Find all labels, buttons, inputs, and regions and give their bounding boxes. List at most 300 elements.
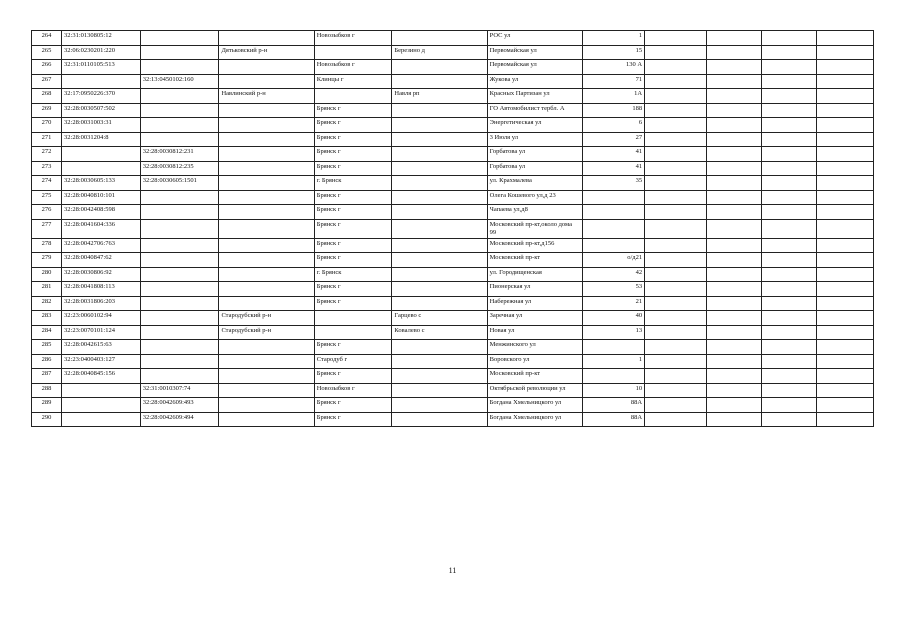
city-cell: Брянск г [314, 398, 392, 413]
district-cell [219, 398, 314, 413]
house-cell [582, 238, 644, 253]
street-cell: Менжинского ул [487, 340, 582, 355]
empty-cell [762, 383, 817, 398]
table-row [32, 161, 874, 176]
village-cell: Гарцево с [392, 311, 487, 326]
cadastral-number-1 [62, 161, 141, 176]
empty-cell [816, 340, 873, 355]
house-cell: 53 [582, 282, 644, 297]
district-cell [219, 282, 314, 297]
table-row [32, 369, 874, 384]
row-number: 290 [32, 412, 62, 427]
empty-cell [816, 74, 873, 89]
empty-cell [816, 147, 873, 162]
house-cell: 41 [582, 147, 644, 162]
district-cell [219, 31, 314, 46]
page-number: 11 [448, 566, 457, 575]
empty-cell [816, 267, 873, 282]
village-cell [392, 412, 487, 427]
street-cell: Красных Партизан ул [487, 89, 582, 104]
empty-cell [816, 219, 873, 238]
table-row [32, 219, 874, 238]
cadastral-number-1: 32:28:0030507:502 [62, 103, 141, 118]
cadastral-number-2 [140, 253, 219, 268]
street-cell: ул. Крахмалева [487, 176, 582, 191]
row-number: 280 [32, 267, 62, 282]
street-cell: Первомайская ул [487, 45, 582, 60]
empty-cell [707, 147, 762, 162]
empty-cell [762, 31, 817, 46]
empty-cell [707, 412, 762, 427]
district-cell [219, 147, 314, 162]
city-cell: Брянск г [314, 369, 392, 384]
cadastral-number-1: 32:31:0130805:12 [62, 31, 141, 46]
table-row [32, 412, 874, 427]
district-cell [219, 369, 314, 384]
district-cell [219, 253, 314, 268]
empty-cell [707, 161, 762, 176]
cadastral-number-2 [140, 31, 219, 46]
empty-cell [645, 190, 707, 205]
cadastral-number-1 [62, 383, 141, 398]
empty-cell [707, 118, 762, 133]
city-cell: Брянск г [314, 118, 392, 133]
empty-cell [645, 369, 707, 384]
village-cell [392, 282, 487, 297]
street-cell: ул. Городищенская [487, 267, 582, 282]
city-cell: Клинцы г [314, 74, 392, 89]
empty-cell [816, 60, 873, 75]
house-cell: 1А [582, 89, 644, 104]
row-number: 286 [32, 354, 62, 369]
cadastral-number-2 [140, 190, 219, 205]
row-number: 285 [32, 340, 62, 355]
house-cell: 88А [582, 398, 644, 413]
cadastral-number-2 [140, 219, 219, 238]
cadastral-number-1: 32:31:0110105:513 [62, 60, 141, 75]
table-row [32, 311, 874, 326]
city-cell: Брянск г [314, 219, 392, 238]
empty-cell [645, 132, 707, 147]
village-cell [392, 238, 487, 253]
city-cell: г. Брянск [314, 176, 392, 191]
empty-cell [762, 118, 817, 133]
empty-cell [816, 161, 873, 176]
cadastral-number-2: 32:13:0450102:160 [140, 74, 219, 89]
empty-cell [762, 147, 817, 162]
empty-cell [645, 60, 707, 75]
city-cell: Брянск г [314, 340, 392, 355]
empty-cell [707, 132, 762, 147]
empty-cell [645, 296, 707, 311]
cadastral-number-1: 32:28:0042706:763 [62, 238, 141, 253]
village-cell [392, 219, 487, 238]
empty-cell [707, 176, 762, 191]
district-cell [219, 238, 314, 253]
street-cell: Чапаева ул,д8 [487, 205, 582, 220]
empty-cell [707, 31, 762, 46]
empty-cell [762, 89, 817, 104]
district-cell [219, 74, 314, 89]
empty-cell [762, 398, 817, 413]
table-row [32, 74, 874, 89]
empty-cell [762, 369, 817, 384]
city-cell: Брянск г [314, 205, 392, 220]
street-cell: Богдана Хмельницкого ул [487, 412, 582, 427]
cadastral-number-1: 32:28:0040810:101 [62, 190, 141, 205]
district-cell [219, 132, 314, 147]
empty-cell [762, 190, 817, 205]
house-cell: 27 [582, 132, 644, 147]
table-row [32, 282, 874, 297]
street-cell: 3 Июля ул [487, 132, 582, 147]
cadastral-number-1 [62, 147, 141, 162]
house-cell: 71 [582, 74, 644, 89]
city-cell: Стародуб г [314, 354, 392, 369]
city-cell: Брянск г [314, 296, 392, 311]
table-row [32, 132, 874, 147]
empty-cell [816, 45, 873, 60]
village-cell [392, 205, 487, 220]
empty-cell [816, 282, 873, 297]
cadastral-number-1: 32:28:0040845:156 [62, 369, 141, 384]
cadastral-number-2: 32:28:0030812:235 [140, 161, 219, 176]
street-cell: Набережная ул [487, 296, 582, 311]
empty-cell [762, 267, 817, 282]
village-cell [392, 253, 487, 268]
empty-cell [645, 253, 707, 268]
district-cell: Стародубский р-н [219, 311, 314, 326]
city-cell: Брянск г [314, 282, 392, 297]
table-row [32, 383, 874, 398]
empty-cell [645, 118, 707, 133]
village-cell [392, 103, 487, 118]
empty-cell [707, 398, 762, 413]
table-row [32, 238, 874, 253]
house-cell: 13 [582, 325, 644, 340]
house-cell [582, 369, 644, 384]
empty-cell [707, 238, 762, 253]
row-number: 288 [32, 383, 62, 398]
house-cell [582, 205, 644, 220]
empty-cell [707, 267, 762, 282]
empty-cell [707, 296, 762, 311]
district-cell: Навлинский р-н [219, 89, 314, 104]
street-cell: Воровского ул [487, 354, 582, 369]
empty-cell [707, 190, 762, 205]
house-cell: 88А [582, 412, 644, 427]
village-cell [392, 369, 487, 384]
row-number: 289 [32, 398, 62, 413]
cadastral-number-1: 32:17:0950226:370 [62, 89, 141, 104]
empty-cell [645, 383, 707, 398]
street-cell: РОС ул [487, 31, 582, 46]
street-cell: Московский пр-кт,около дома 99 [487, 219, 582, 238]
cadastral-number-1: 32:06:0230201:220 [62, 45, 141, 60]
row-number: 270 [32, 118, 62, 133]
row-number: 283 [32, 311, 62, 326]
district-cell [219, 354, 314, 369]
empty-cell [645, 325, 707, 340]
house-cell [582, 190, 644, 205]
empty-cell [762, 340, 817, 355]
table-row [32, 103, 874, 118]
district-cell [219, 340, 314, 355]
city-cell: Брянск г [314, 412, 392, 427]
row-number: 276 [32, 205, 62, 220]
empty-cell [645, 45, 707, 60]
address-table [31, 30, 874, 427]
cadastral-number-2: 32:31:0010307:74 [140, 383, 219, 398]
table-row [32, 147, 874, 162]
city-cell [314, 311, 392, 326]
street-cell: Московский пр-кт [487, 369, 582, 384]
city-cell: Брянск г [314, 161, 392, 176]
district-cell: Дятьковский р-н [219, 45, 314, 60]
empty-cell [707, 354, 762, 369]
row-number: 279 [32, 253, 62, 268]
village-cell [392, 31, 487, 46]
cadastral-number-2 [140, 205, 219, 220]
table-row [32, 89, 874, 104]
cadastral-number-2 [140, 340, 219, 355]
street-cell: Горбатова ул [487, 161, 582, 176]
table-row [32, 267, 874, 282]
empty-cell [645, 74, 707, 89]
empty-cell [816, 354, 873, 369]
empty-cell [816, 118, 873, 133]
table-row [32, 354, 874, 369]
cadastral-number-2 [140, 369, 219, 384]
city-cell: Новозыбков г [314, 60, 392, 75]
cadastral-number-1: 32:23:0070101:124 [62, 325, 141, 340]
row-number: 269 [32, 103, 62, 118]
empty-cell [762, 311, 817, 326]
village-cell [392, 60, 487, 75]
city-cell: Брянск г [314, 147, 392, 162]
city-cell [314, 89, 392, 104]
empty-cell [762, 205, 817, 220]
cadastral-number-2 [140, 238, 219, 253]
street-cell: Пионерская ул [487, 282, 582, 297]
cadastral-number-1: 32:28:0031806:203 [62, 296, 141, 311]
empty-cell [645, 311, 707, 326]
empty-cell [762, 238, 817, 253]
cadastral-number-2 [140, 311, 219, 326]
cadastral-number-1 [62, 412, 141, 427]
street-cell: Энергетическая ул [487, 118, 582, 133]
cadastral-number-1: 32:23:0060102:94 [62, 311, 141, 326]
house-cell: 40 [582, 311, 644, 326]
row-number: 287 [32, 369, 62, 384]
cadastral-number-1: 32:28:0040847:62 [62, 253, 141, 268]
street-cell: Первомайская ул [487, 60, 582, 75]
empty-cell [645, 89, 707, 104]
empty-cell [762, 253, 817, 268]
district-cell [219, 267, 314, 282]
table-row [32, 176, 874, 191]
empty-cell [816, 369, 873, 384]
street-cell: Жукова ул [487, 74, 582, 89]
empty-cell [816, 103, 873, 118]
empty-cell [762, 296, 817, 311]
village-cell [392, 354, 487, 369]
empty-cell [762, 219, 817, 238]
house-cell: 10 [582, 383, 644, 398]
empty-cell [707, 340, 762, 355]
empty-cell [816, 412, 873, 427]
cadastral-number-1: 32:23:0400403:127 [62, 354, 141, 369]
empty-cell [645, 267, 707, 282]
house-cell: 130 А [582, 60, 644, 75]
city-cell: Брянск г [314, 253, 392, 268]
city-cell: Брянск г [314, 103, 392, 118]
village-cell: Березино д [392, 45, 487, 60]
empty-cell [816, 383, 873, 398]
street-cell: Московский пр-кт [487, 253, 582, 268]
empty-cell [762, 176, 817, 191]
empty-cell [762, 161, 817, 176]
house-cell: 35 [582, 176, 644, 191]
district-cell [219, 383, 314, 398]
row-number: 275 [32, 190, 62, 205]
empty-cell [645, 31, 707, 46]
table-row [32, 398, 874, 413]
empty-cell [707, 45, 762, 60]
district-cell [219, 412, 314, 427]
cadastral-number-1: 32:28:0042615:63 [62, 340, 141, 355]
city-cell [314, 45, 392, 60]
row-number: 282 [32, 296, 62, 311]
table-row [32, 31, 874, 46]
empty-cell [645, 103, 707, 118]
cadastral-number-1 [62, 398, 141, 413]
cadastral-number-1: 32:28:0031003:31 [62, 118, 141, 133]
house-cell: 21 [582, 296, 644, 311]
empty-cell [707, 282, 762, 297]
empty-cell [707, 253, 762, 268]
empty-cell [707, 60, 762, 75]
empty-cell [816, 398, 873, 413]
empty-cell [707, 383, 762, 398]
cadastral-number-2: 32:28:0030812:231 [140, 147, 219, 162]
empty-cell [816, 190, 873, 205]
empty-cell [645, 219, 707, 238]
district-cell [219, 219, 314, 238]
empty-cell [762, 132, 817, 147]
district-cell [219, 161, 314, 176]
empty-cell [762, 74, 817, 89]
empty-cell [707, 205, 762, 220]
empty-cell [816, 205, 873, 220]
cadastral-number-2 [140, 132, 219, 147]
empty-cell [762, 60, 817, 75]
empty-cell [645, 205, 707, 220]
empty-cell [645, 340, 707, 355]
village-cell [392, 190, 487, 205]
district-cell [219, 103, 314, 118]
empty-cell [645, 147, 707, 162]
cadastral-number-2 [140, 103, 219, 118]
empty-cell [816, 238, 873, 253]
village-cell [392, 340, 487, 355]
table-row [32, 296, 874, 311]
empty-cell [645, 412, 707, 427]
empty-cell [645, 354, 707, 369]
city-cell: Новозыбков г [314, 383, 392, 398]
table-row [32, 340, 874, 355]
empty-cell [816, 31, 873, 46]
house-cell: 1 [582, 354, 644, 369]
row-number: 273 [32, 161, 62, 176]
district-cell [219, 60, 314, 75]
table-row [32, 205, 874, 220]
empty-cell [762, 412, 817, 427]
cadastral-number-1: 32:28:0030605:133 [62, 176, 141, 191]
table-row [32, 325, 874, 340]
cadastral-number-2 [140, 282, 219, 297]
village-cell [392, 383, 487, 398]
cadastral-number-1: 32:28:0031204:8 [62, 132, 141, 147]
house-cell: 1 [582, 31, 644, 46]
empty-cell [707, 219, 762, 238]
city-cell: Брянск г [314, 238, 392, 253]
city-cell: г. Брянск [314, 267, 392, 282]
row-number: 267 [32, 74, 62, 89]
cadastral-number-2 [140, 45, 219, 60]
cadastral-number-2 [140, 89, 219, 104]
table-row [32, 45, 874, 60]
city-cell [314, 325, 392, 340]
cadastral-number-1: 32:28:0041604:336 [62, 219, 141, 238]
empty-cell [762, 103, 817, 118]
empty-cell [762, 45, 817, 60]
row-number: 268 [32, 89, 62, 104]
house-cell: 188 [582, 103, 644, 118]
row-number: 271 [32, 132, 62, 147]
row-number: 281 [32, 282, 62, 297]
empty-cell [816, 176, 873, 191]
empty-cell [707, 74, 762, 89]
empty-cell [707, 325, 762, 340]
cadastral-number-2: 32:28:0042609:494 [140, 412, 219, 427]
cadastral-number-1: 32:28:0030806:92 [62, 267, 141, 282]
city-cell: Новозыбков г [314, 31, 392, 46]
district-cell [219, 296, 314, 311]
empty-cell [816, 311, 873, 326]
empty-cell [762, 325, 817, 340]
table-row [32, 60, 874, 75]
empty-cell [707, 103, 762, 118]
house-cell: 42 [582, 267, 644, 282]
street-cell: ГО Автомобилист тербл. А [487, 103, 582, 118]
row-number: 277 [32, 219, 62, 238]
district-cell [219, 190, 314, 205]
row-number: 272 [32, 147, 62, 162]
empty-cell [816, 89, 873, 104]
empty-cell [645, 176, 707, 191]
street-cell: Московский пр-кт,д156 [487, 238, 582, 253]
empty-cell [762, 282, 817, 297]
row-number: 278 [32, 238, 62, 253]
table-row [32, 118, 874, 133]
cadastral-number-2 [140, 118, 219, 133]
cadastral-number-2: 32:28:0030605:1501 [140, 176, 219, 191]
street-cell: Заречная ул [487, 311, 582, 326]
house-cell [582, 219, 644, 238]
empty-cell [645, 161, 707, 176]
street-cell: Октябрьской революции ул [487, 383, 582, 398]
